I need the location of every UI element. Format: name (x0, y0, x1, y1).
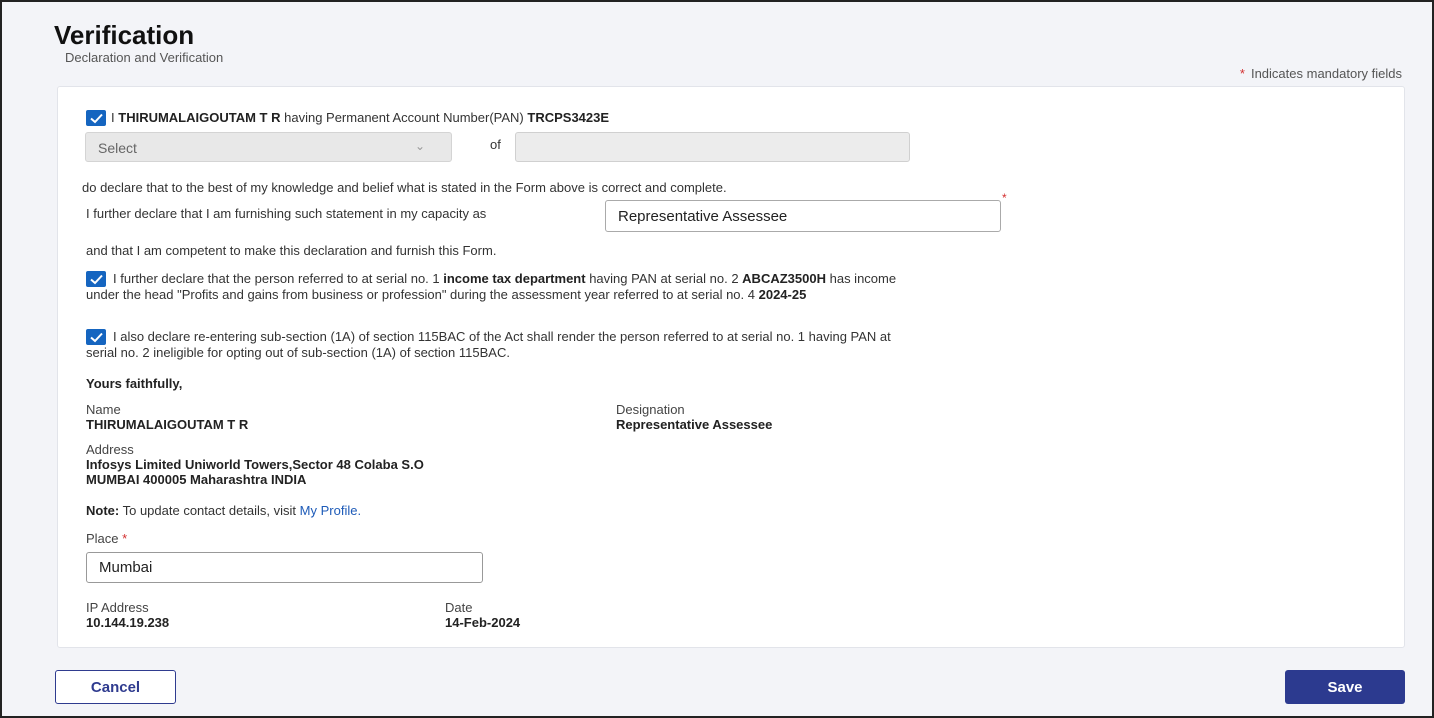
page-title: Verification (54, 20, 195, 50)
date-value: 14-Feb-2024 (445, 615, 521, 630)
place-field[interactable]: Mumbai (86, 552, 483, 583)
mandatory-note-text: Indicates mandatory fields (1250, 66, 1402, 81)
ip-address-value: 10.144.19.238 (86, 615, 170, 630)
chevron-down-icon: ⌄ (414, 139, 425, 153)
yours-faithfully: Yours faithfully, (86, 376, 183, 391)
address-line-1: Infosys Limited Uniworld Towers,Sector 48 Colaba S.O (86, 457, 424, 472)
address-label: Address (86, 442, 134, 457)
capacity-field[interactable]: Representative Assessee (605, 200, 1001, 232)
further-declaration-text: I further declare that the person referred to at serial no. 1 income tax department having PAN at serial no. 2 ABCAZ3500H has income under the head "Profits and gains from business or profession" during the assessment year referred to at serial no. 4 2024-25 (86, 271, 897, 302)
declaration-intro: I THIRUMALAIGOUTAM T R having Permanent Account Number(PAN) TRCPS3423E (111, 110, 610, 125)
place-label: Place * (86, 531, 128, 546)
cancel-button[interactable]: Cancel (55, 670, 176, 704)
declaration-checkbox[interactable] (86, 110, 106, 126)
required-star: * (1239, 66, 1245, 81)
save-button[interactable]: Save (1285, 670, 1405, 704)
designation-value: Representative Assessee (616, 417, 773, 432)
date-label: Date (445, 600, 473, 615)
declaration-panel (57, 86, 1405, 648)
declarant-name: THIRUMALAIGOUTAM T R (118, 110, 281, 125)
designation-label: Designation (616, 402, 685, 417)
ip-address-label: IP Address (86, 600, 149, 615)
name-value: THIRUMALAIGOUTAM T R (86, 417, 249, 432)
page-subtitle: Declaration and Verification (65, 50, 224, 65)
of-field[interactable] (515, 132, 910, 162)
name-label: Name (86, 402, 121, 417)
competent-text: and that I am competent to make this declaration and furnish this Form. (86, 243, 497, 258)
relation-select[interactable]: Select ⌄ (85, 132, 452, 162)
declarant-pan: TRCPS3423E (527, 110, 610, 125)
required-star: * (122, 531, 128, 546)
required-star: * (1002, 191, 1007, 205)
declare-text: do declare that to the best of my knowledge and belief what is stated in the Form above is correct and complete. (82, 180, 727, 195)
opt-out-text: I also declare re-entering sub-section (1A) of section 115BAC of the Act shall render the person referred to at serial no. 1 having PAN at serial no. 2 ineligible for opting out of sub-section (1A) of section 115BAC. (86, 329, 891, 360)
contact-note: Note: To update contact details, visit My Profile. (86, 503, 362, 518)
check-icon (90, 113, 103, 124)
address-line-2: MUMBAI 400005 Maharashtra INDIA (86, 472, 307, 487)
of-label: of (490, 137, 501, 152)
capacity-text: I further declare that I am furnishing such statement in my capacity as (86, 206, 487, 221)
my-profile-link[interactable]: My Profile. (299, 503, 362, 518)
mandatory-note (1240, 66, 1402, 81)
